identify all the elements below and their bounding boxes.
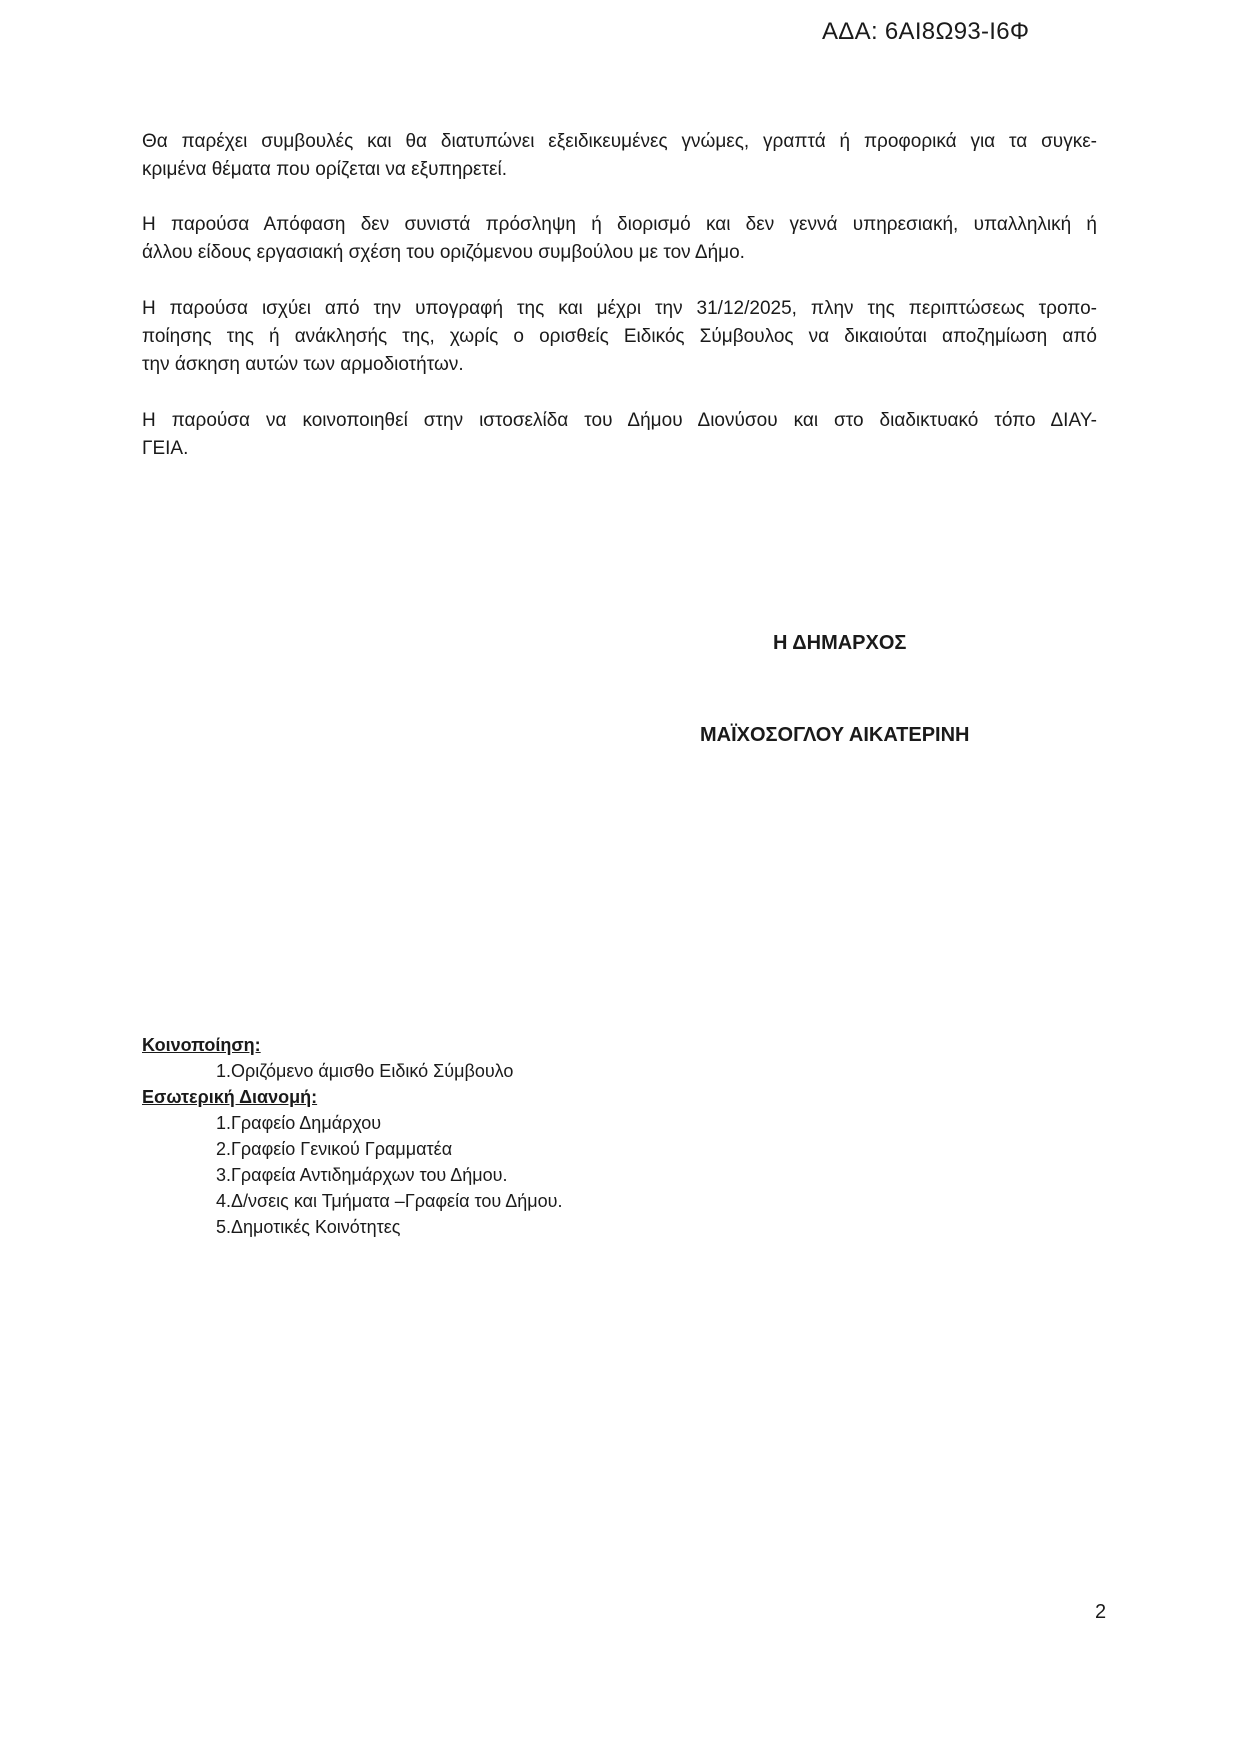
notification-heading: Κοινοποίηση: [142, 1035, 261, 1055]
paragraph-line: Η παρούσα ισχύει από την υπογραφή της και μέχρι την 31/12/2025, πλην της περιπτώσεως τροπο- [142, 298, 1097, 319]
list-item: 4.Δ/νσεις και Τμήματα –Γραφεία του Δήμου. [216, 1191, 563, 1211]
paragraph-no-employment [142, 211, 1097, 267]
paragraph-line: Η παρούσα να κοινοποιηθεί στην ιστοσελίδα του Δήμου Διονύσου και στο διαδικτυακό τόπο ΔΙΑΥ- [142, 410, 1097, 431]
signatory-title: Η ΔΗΜΑΡΧΟΣ [773, 632, 907, 654]
list-item: 1.Γραφείο Δημάρχου [216, 1113, 382, 1133]
paragraph-line: την άσκηση αυτών των αρμοδιοτήτων. [142, 354, 464, 375]
paragraph-line: ποίησης της ή ανάκλησής της, χωρίς ο ορισθείς Ειδικός Σύμβουλος να δικαιούται αποζημίωση από [142, 326, 1097, 347]
internal-distribution-block [142, 1084, 562, 1240]
paragraph-line: κριμένα θέματα που ορίζεται να εξυπηρετεί. [142, 159, 507, 180]
paragraph-line: Θα παρέχει συμβουλές και θα διατυπώνει εξειδικευμένες γνώμες, γραπτά ή προφορικά για τα συγκε- [142, 131, 1097, 152]
notification-block [142, 1032, 513, 1084]
list-item: 5.Δημοτικές Κοινότητες [216, 1217, 401, 1237]
paragraph-line: ΓΕΙΑ. [142, 438, 189, 459]
paragraph-publication [142, 407, 1097, 463]
list-item: 1.Οριζόμενο άμισθο Ειδικό Σύμβουλο [216, 1061, 514, 1081]
ada-code: ΑΔΑ: 6ΑΙ8Ω93-Ι6Φ [822, 18, 1030, 45]
paragraph-validity [142, 295, 1097, 379]
paragraph-line: Η παρούσα Απόφαση δεν συνιστά πρόσληψη ή διορισμό και δεν γεννά υπηρεσιακή, υπαλληλική ή [142, 214, 1097, 235]
paragraph-advice [142, 128, 1097, 184]
page-number: 2 [1095, 1601, 1107, 1623]
list-item: 2.Γραφείο Γενικού Γραμματέα [216, 1139, 453, 1159]
paragraph-line: άλλου είδους εργασιακή σχέση του οριζόμενου συμβούλου με τον Δήμο. [142, 242, 745, 263]
list-item: 3.Γραφεία Αντιδημάρχων του Δήμου. [216, 1165, 508, 1185]
signatory-name: ΜΑΪΧΟΣΟΓΛΟΥ ΑΙΚΑΤΕΡΙΝΗ [700, 724, 970, 746]
internal-distribution-heading: Εσωτερική Διανομή: [142, 1087, 318, 1107]
